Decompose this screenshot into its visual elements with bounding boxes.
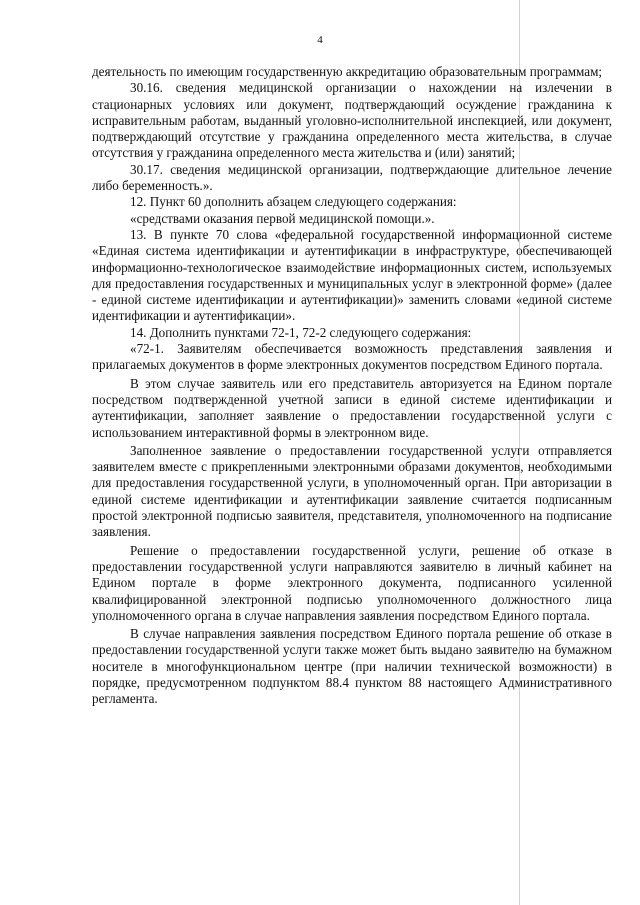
paragraph-72-1: «72-1. Заявителям обеспечивается возможность представления заявления и прилагаемых документов в форме электронных документов посредством Единого портала. bbox=[92, 341, 612, 373]
paragraph-authorization: В этом случае заявитель или его представитель авторизуется на Едином портале посредством подтвержденной учетной записи в единой системе идентификации и аутентификации, заполняет заявление о предоставлении государственной услуги с использованием интерактивной формы в электронном виде. bbox=[92, 375, 612, 440]
paragraph-paper-copy: В случае направления заявления посредством Единого портала решение об отказе в предоставлении государственной услуги также может быть выдано заявителю на бумажном носителе в многофункциональном центре (при наличии технической возможности) в порядке, предусмотренном подпунктом 88.4 пунктом 88 настоящего Административного регламента. bbox=[92, 626, 612, 707]
paragraph-submitted-application: Заполненное заявление о предоставлении государственной услуги отправляется заявителем вместе с прикрепленными электронными образами документов, необходимыми для предоставления государственной услуги, в уполномоченный орган. При авторизации в единой системе идентификации и аутентификации заявление считается подписанным простой электронной подписью заявителя, представителя, уполномоченного на подписание заявления. bbox=[92, 442, 612, 540]
paragraph-decision: Решение о предоставлении государственной услуги, решение об отказе в предоставлении государственной услуги направляются заявителю в личный кабинет на Едином портале в форме электронного документа, подписанного усиленной квалифицированной электронной подписью уполномоченного должностного лица уполномоченного органа в случае направления заявления посредством Единого портала. bbox=[92, 542, 612, 623]
paragraph-item-12: 12. Пункт 60 дополнить абзацем следующего содержания: bbox=[130, 194, 457, 210]
paragraph-item-14: 14. Дополнить пунктами 72-1, 72-2 следующего содержания: bbox=[130, 324, 472, 340]
document-body bbox=[92, 64, 612, 708]
paragraph-continuation: деятельность по имеющим государственную аккредитацию образовательным программам; bbox=[92, 64, 603, 79]
paragraph-30-17: 30.17. сведения медицинской организации, подтверждающие длительное лечение либо беременность.». bbox=[92, 161, 612, 194]
paragraph-30-16: 30.16. сведения медицинской организации о нахождении на излечении в стационарных условиях или документ, подтверждающий осуждение гражданина к исправительным работам, выданный уголовно-исполнительной инспекцией, или документ, подтверждающий отсутствие у гражданина определенного места жительства, в случае отсутствия у гражданина определенного места жительства и (или) занятий; bbox=[92, 80, 612, 161]
paragraph-item-13: 13. В пункте 70 слова «федеральной государственной информационной системе «Единая система идентификации и аутентификации в инфраструктуре, обеспечивающей информационно-технологическое взаимодействие информационных систем, используемых для предоставления государственных и муниципальных услуг в электронной форме» (далее - единой системе идентификации и аутентификации)» заменить словами «единой системе идентификации и аутентификации». bbox=[92, 226, 612, 324]
paragraph-item-12-quote: «средствами оказания первой медицинской помощи.». bbox=[130, 210, 435, 226]
page-number: 4 bbox=[317, 34, 323, 46]
